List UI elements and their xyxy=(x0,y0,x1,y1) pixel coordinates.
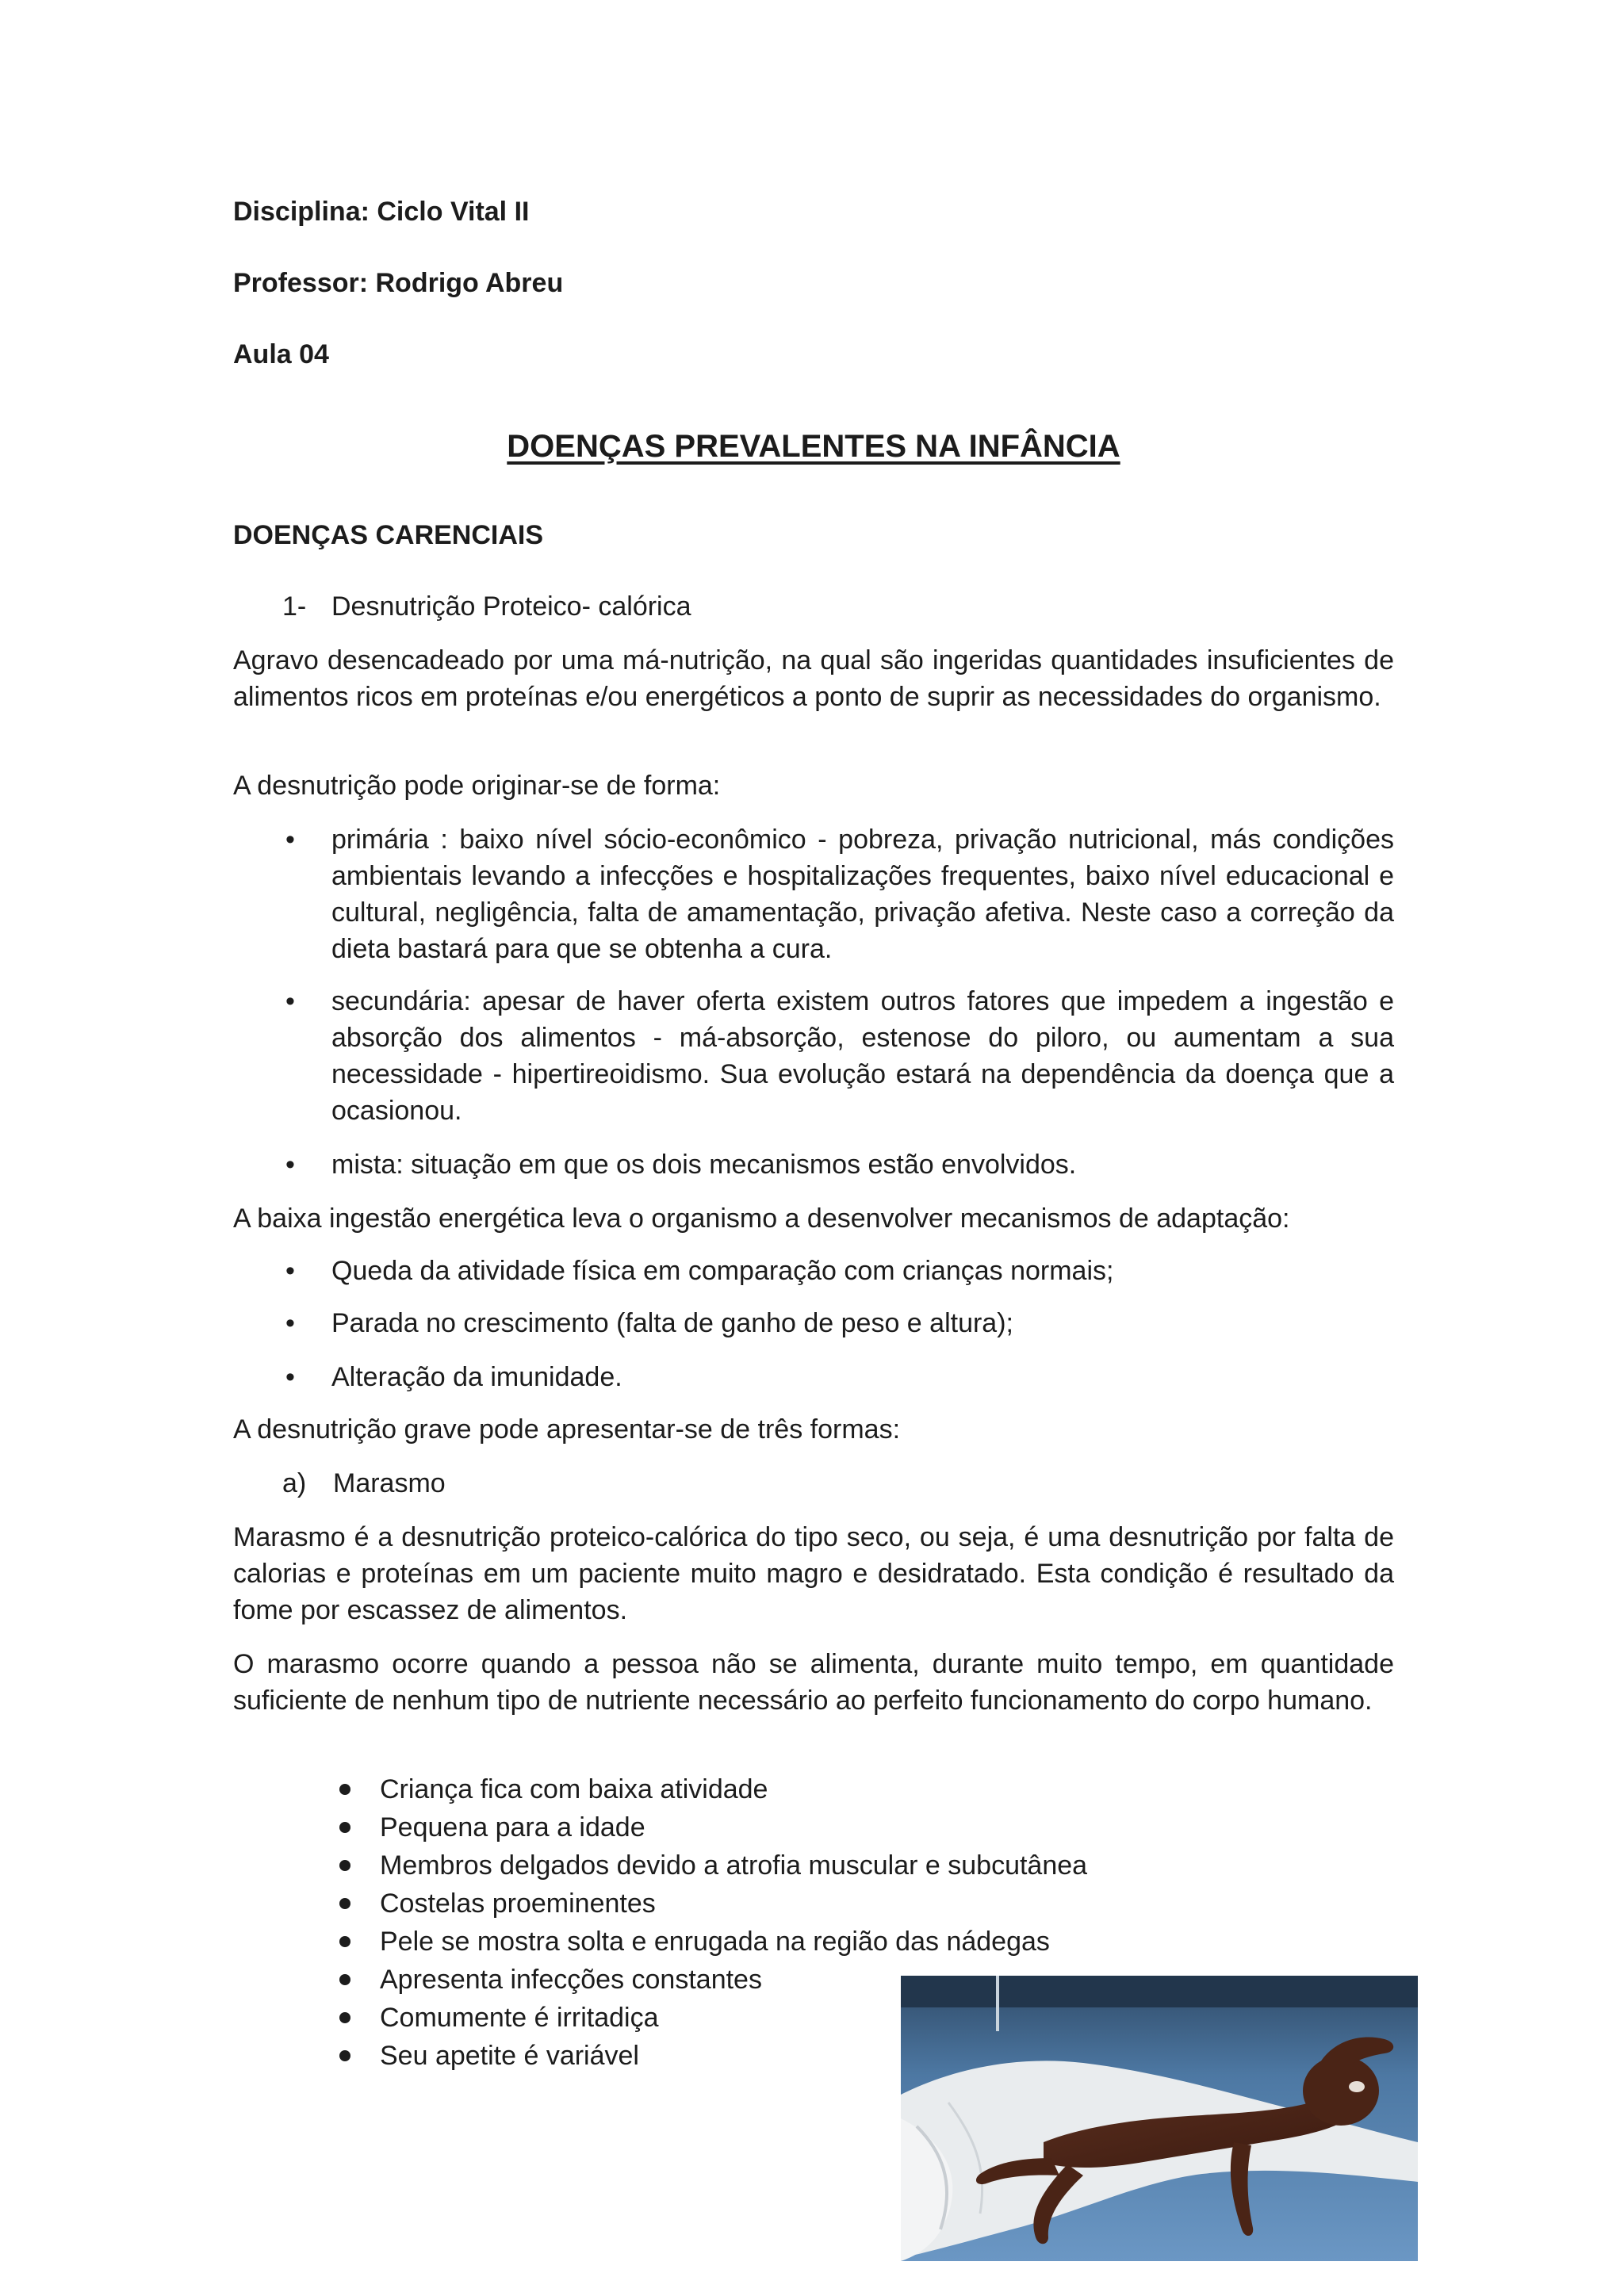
paragraph-adaptation-intro: A baixa ingestão energética leva o organismo a desenvolver mecanismos de adaptação: xyxy=(233,1203,1290,1234)
list-item: Pele se mostra solta e enrugada na região das nádegas xyxy=(380,1927,1050,1957)
list-item: Criança fica com baixa atividade xyxy=(380,1774,768,1804)
paragraph-definition: Agravo desencadeado por uma má-nutrição, na qual são ingeridas quantidades insuficientes de alimentos ricos em proteínas e/ou energéticos a ponto de suprir as necessidades do organismo. xyxy=(233,645,1394,712)
bullet-marker xyxy=(339,1974,350,1985)
list-item: primária : baixo nível sócio-econômico - pobreza, privação nutricional, más condições ambientais levando a infecções e hospitalizações frequentes, baixo nível educacional e cultural, negligência, falta de amamentação, privação afetiva. Neste caso a correção da dieta bastará para que se obtenha a cura. xyxy=(331,825,1394,964)
document-title: DOENÇAS PREVALENTES NA INFÂNCIA xyxy=(507,429,1120,464)
bullet-marker: • xyxy=(285,1308,295,1338)
list-item: Comumente é irritadiça xyxy=(380,2003,659,2033)
subitem-label: Marasmo xyxy=(333,1468,446,1498)
lesson-line: Aula 04 xyxy=(233,339,329,369)
list-item: Parada no crescimento (falta de ganho de peso e altura); xyxy=(331,1308,1013,1338)
section-heading: DOENÇAS CARENCIAIS xyxy=(233,520,544,550)
list-item: Alteração da imunidade. xyxy=(331,1362,622,1392)
paragraph-marasmo-cause: O marasmo ocorre quando a pessoa não se alimenta, durante muito tempo, em quantidade suficiente de nenhum tipo de nutriente necessário ao perfeito funcionamento do corpo humano. xyxy=(233,1649,1394,1716)
paragraph-marasmo-definition: Marasmo é a desnutrição proteico-calórica do tipo seco, ou seja, é uma desnutrição por falta de calorias e proteínas em um paciente muito magro e desidratado. Esta condição é resultado da fome por escassez de alimentos. xyxy=(233,1522,1394,1625)
list-item: Membros delgados devido a atrofia muscular e subcutânea xyxy=(380,1850,1088,1881)
paragraph-forms-intro: A desnutrição grave pode apresentar-se de três formas: xyxy=(233,1414,901,1445)
bullet-marker: • xyxy=(285,1256,295,1286)
numbered-item-number: 1- xyxy=(282,591,307,622)
list-item: mista: situação em que os dois mecanismos estão envolvidos. xyxy=(331,1150,1077,1180)
bullet-marker xyxy=(339,1936,350,1947)
marasmus-child-photo xyxy=(901,1976,1418,2261)
list-item: Apresenta infecções constantes xyxy=(380,1965,762,1995)
list-item: Queda da atividade física em comparação com crianças normais; xyxy=(331,1256,1114,1286)
list-item: secundária: apesar de haver oferta existem outros fatores que impedem a ingestão e absorção dos alimentos - má-absorção, estenose do piloro, ou aumentam a sua necessidade - hipertireoidismo. Sua evolução estará na dependência da doença que a ocasionou. xyxy=(331,986,1394,1126)
bullet-marker xyxy=(339,2012,350,2023)
bullet-marker xyxy=(339,2050,350,2061)
discipline-line: Disciplina: Ciclo Vital II xyxy=(233,197,530,227)
list-item: Seu apetite é variável xyxy=(380,2041,639,2071)
bullet-marker: • xyxy=(285,986,295,1016)
bullet-marker xyxy=(339,1784,350,1795)
paragraph-origin-intro: A desnutrição pode originar-se de forma: xyxy=(233,771,721,801)
subitem-letter: a) xyxy=(282,1468,307,1498)
numbered-item-label: Desnutrição Proteico- calórica xyxy=(331,591,691,622)
bullet-marker xyxy=(339,1860,350,1871)
list-item: Costelas proeminentes xyxy=(380,1888,656,1919)
bullet-marker: • xyxy=(285,1150,295,1180)
bullet-marker: • xyxy=(285,1362,295,1392)
bullet-marker: • xyxy=(285,825,295,855)
bullet-marker xyxy=(339,1898,350,1909)
bullet-marker xyxy=(339,1822,350,1833)
professor-line: Professor: Rodrigo Abreu xyxy=(233,268,564,298)
list-item: Pequena para a idade xyxy=(380,1812,645,1843)
